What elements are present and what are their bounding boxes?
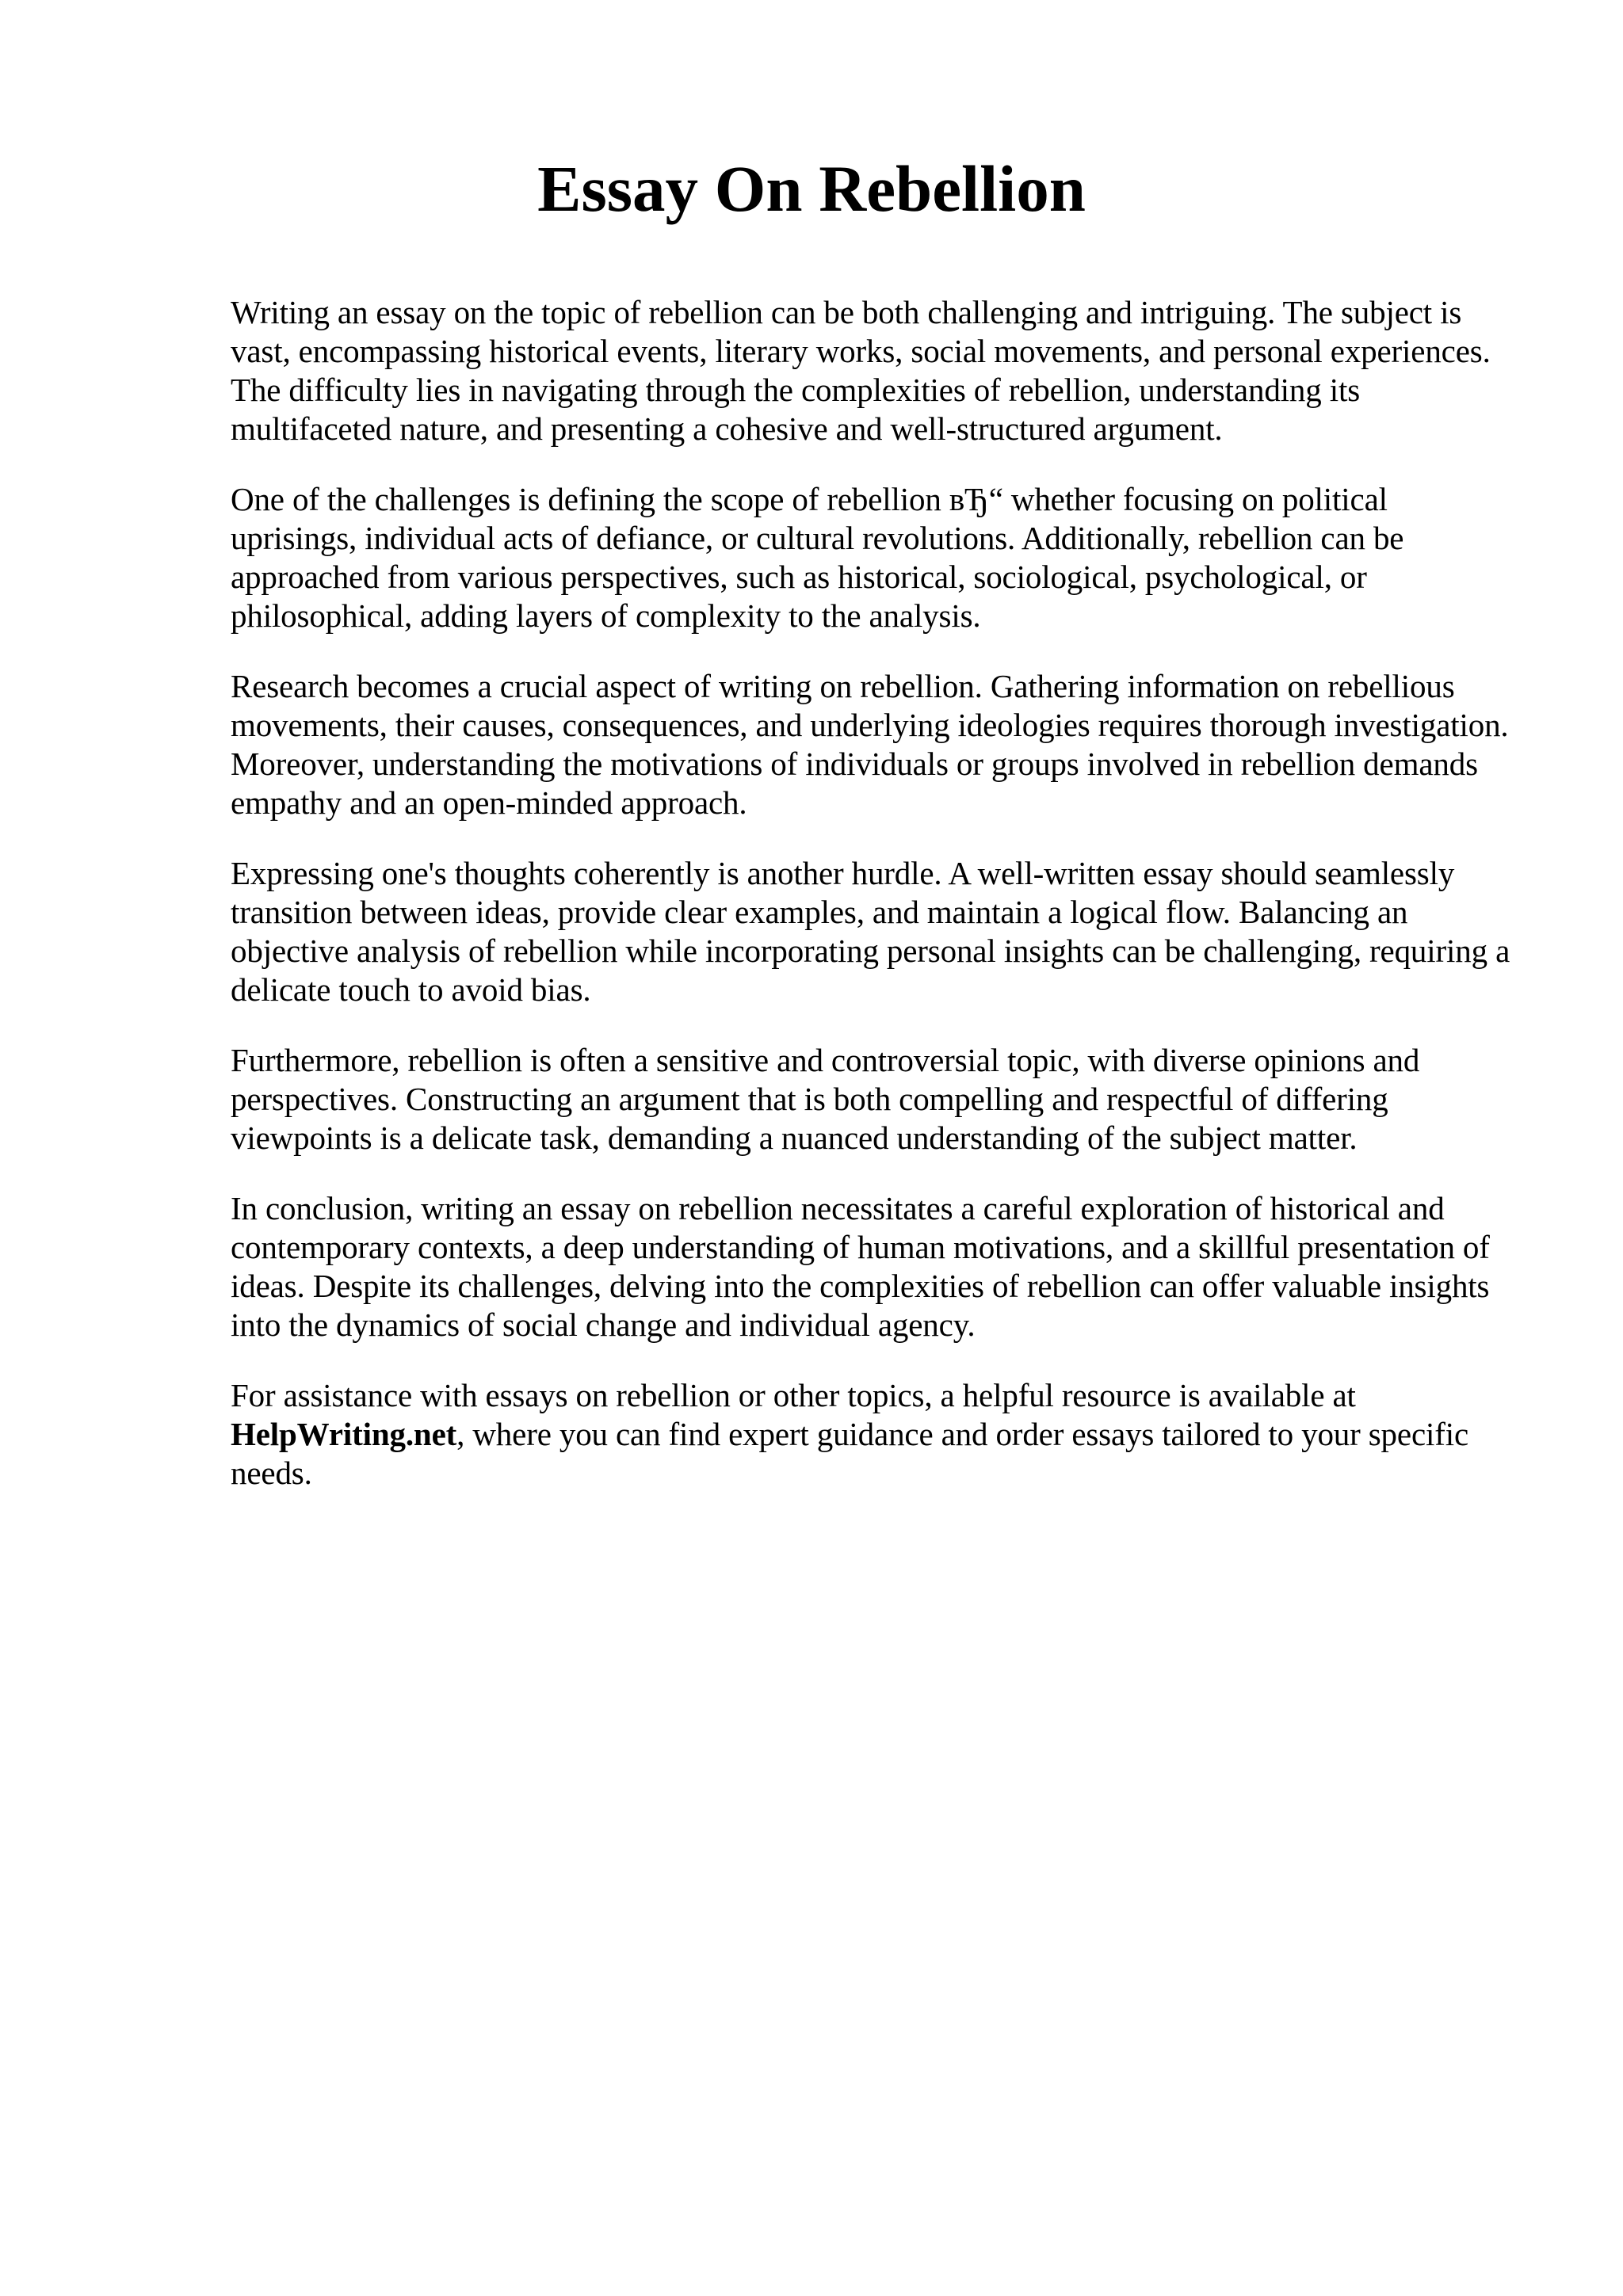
closing-text-after: , where you can find expert guidance and order essays tailored to your specific needs. [231, 1416, 1469, 1491]
paragraph-1: Writing an essay on the topic of rebellion can be both challenging and intriguing. The subject is vast, encompassing historical events, literary works, social movements, and personal experiences. The difficulty lies in navigating through the complexities of rebellion, understanding its multifaceted nature, and presenting a cohesive and well-structured argument. [231, 294, 1491, 447]
paragraph-3: Research becomes a crucial aspect of writing on rebellion. Gathering information on rebellious movements, their causes, consequences, and underlying ideologies requires thorough investigation. Moreover, understanding the motivations of individuals or groups involved in rebellion demands empathy and an open-minded approach. [231, 668, 1509, 821]
page-title: Essay On Rebellion [537, 152, 1086, 225]
paragraph-5: Furthermore, rebellion is often a sensitive and controversial topic, with diverse opinions and perspectives. Constructing an argument that is both compelling and respectful of differing viewpoints is a delicate task, demanding a nuanced understanding of the subject matter. [231, 1042, 1420, 1156]
paragraph-2: One of the challenges is defining the scope of rebellion вЂ“ whether focusing on political uprisings, individual acts of defiance, or cultural revolutions. Additionally, rebellion can be approached from various perspectives, such as historical, sociological, psychological, or philosophical, adding layers of complexity to the analysis. [231, 481, 1404, 634]
paragraph-6: In conclusion, writing an essay on rebellion necessitates a careful exploration of historical and contemporary contexts, a deep understanding of human motivations, and a skillful presentation of ideas. Despite its challenges, delving into the complexities of rebellion can offer valuable insights into the dynamics of social change and individual agency. [231, 1190, 1490, 1343]
essay-body [231, 293, 1514, 1524]
closing-text-before: For assistance with essays on rebellion or other topics, a helpful resource is available at [231, 1377, 1356, 1413]
closing-paragraph [231, 1376, 1514, 1493]
brand-name: HelpWriting.net [231, 1416, 457, 1452]
paragraph-4: Expressing one's thoughts coherently is another hurdle. A well-written essay should seamlessly transition between ideas, provide clear examples, and maintain a logical flow. Balancing an objective analysis of rebellion while incorporating personal insights can be challenging, requiring a delicate touch to avoid bias. [231, 855, 1510, 1008]
